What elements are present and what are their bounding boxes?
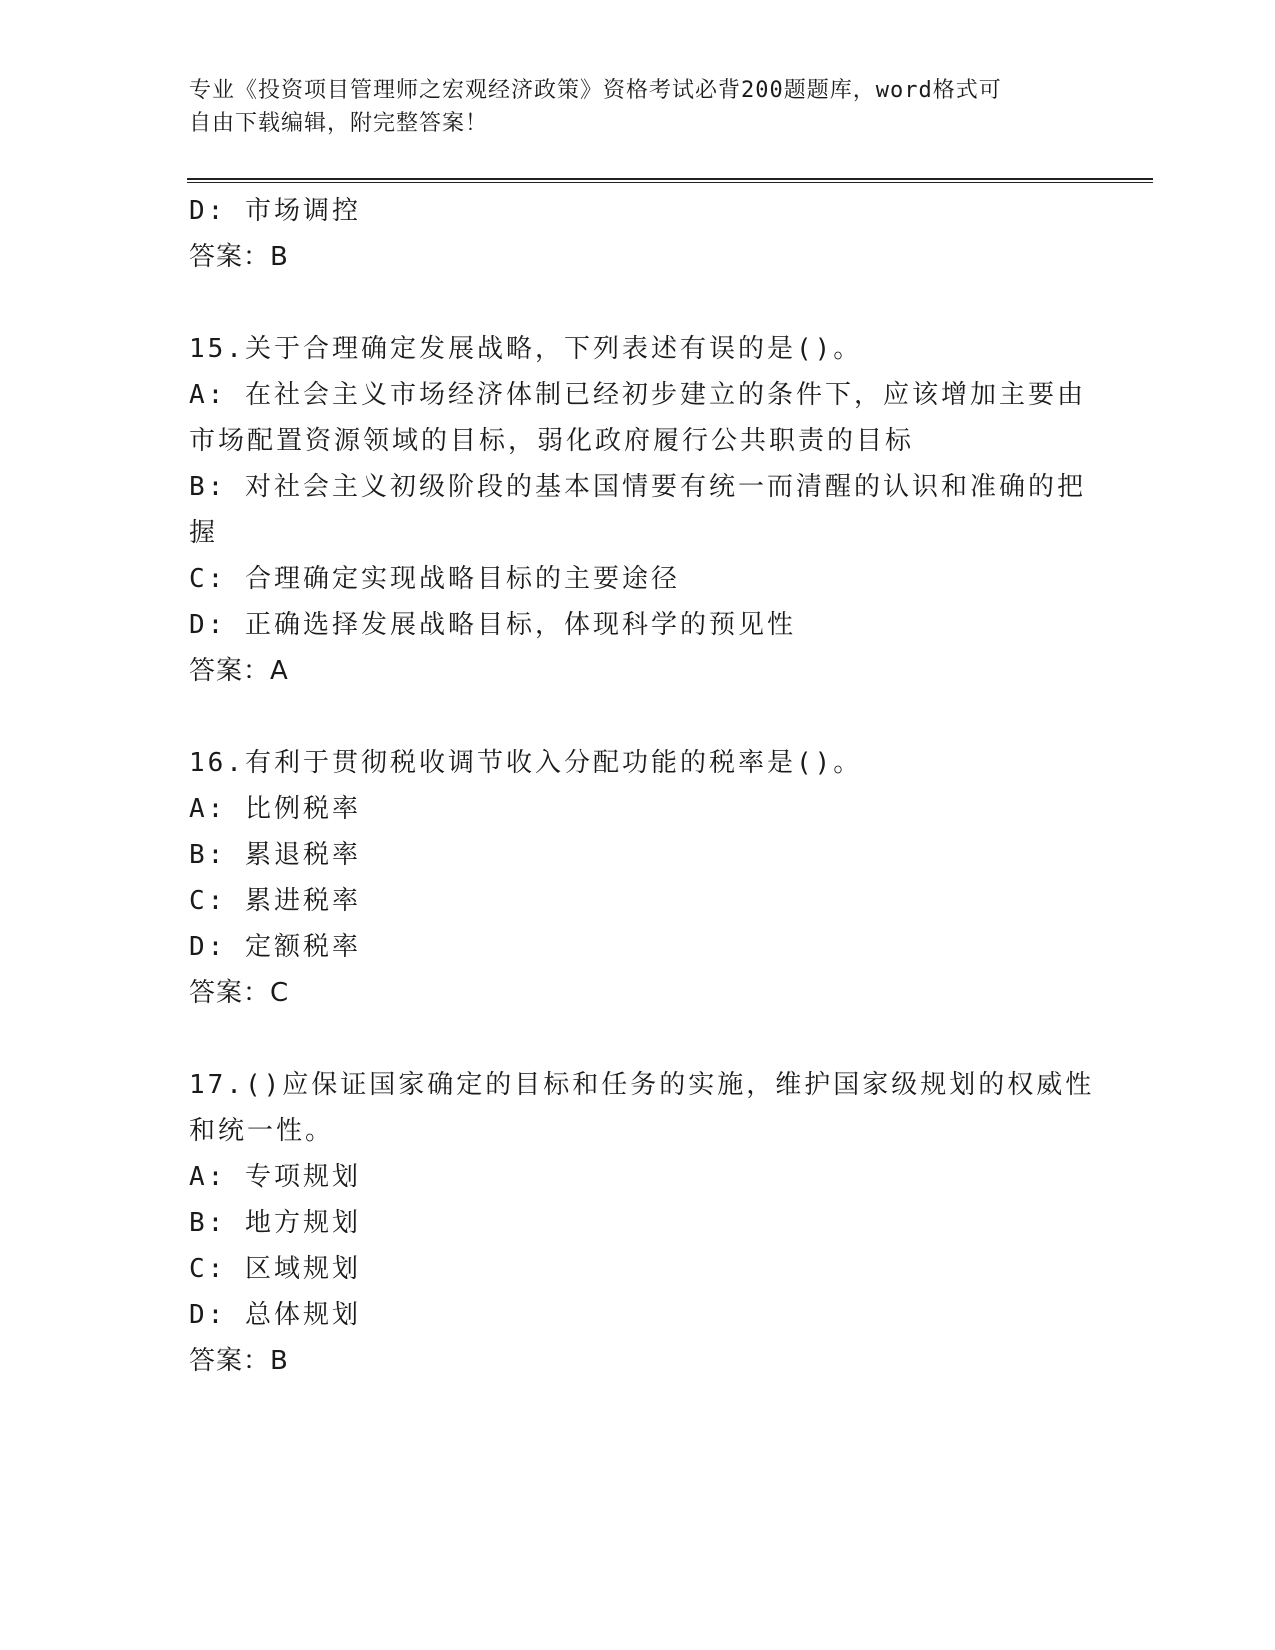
option-b: B: 累退税率 (189, 840, 361, 870)
option-b: B: 地方规划 (189, 1208, 361, 1238)
option-a-continued: 市场配置资源领域的目标，弱化政府履行公共职责的目标 (189, 426, 915, 456)
previous-question-tail (189, 188, 1089, 280)
spacer (189, 1016, 1089, 1062)
option-c: C: 区域规划 (189, 1254, 361, 1284)
question-stem: 15.关于合理确定发展战略，下列表述有误的是()。 (189, 334, 863, 364)
spacer (189, 280, 1089, 326)
answer: 答案：A (189, 656, 289, 686)
question-stem: 16.有利于贯彻税收调节收入分配功能的税率是()。 (189, 748, 863, 778)
spacer (189, 694, 1089, 740)
question-16 (189, 740, 1089, 1016)
option-d: D: 正确选择发展战略目标，体现科学的预见性 (189, 610, 796, 640)
option-a: A: 在社会主义市场经济体制已经初步建立的条件下，应该增加主要由 (189, 380, 1086, 410)
option-a: A: 专项规划 (189, 1162, 361, 1192)
question-stem-continued: 和统一性。 (189, 1116, 335, 1146)
option-c: C: 累进税率 (189, 886, 361, 916)
option-c: C: 合理确定实现战略目标的主要途径 (189, 564, 680, 594)
header-divider (187, 178, 1153, 183)
document-header (189, 74, 1069, 140)
answer: 答案：C (189, 978, 290, 1008)
option-b-continued: 握 (189, 518, 219, 548)
header-title-line-1: 专业《投资项目管理师之宏观经济政策》资格考试必背200题题库，word格式可 (189, 78, 1002, 103)
option-a: A: 比例税率 (189, 794, 361, 824)
option-d: D: 定额税率 (189, 932, 361, 962)
question-stem: 17.()应保证国家确定的目标和任务的实施，维护国家级规划的权威性 (189, 1070, 1095, 1100)
header-title-line-2: 自由下载编辑，附完整答案！ (189, 111, 489, 136)
option-d: D: 市场调控 (189, 196, 361, 226)
answer: 答案：B (189, 242, 289, 272)
option-b: B: 对社会主义初级阶段的基本国情要有统一而清醒的认识和准确的把 (189, 472, 1086, 502)
question-17 (189, 1062, 1095, 1384)
question-15 (189, 326, 1089, 694)
option-d: D: 总体规划 (189, 1300, 361, 1330)
answer: 答案：B (189, 1346, 289, 1376)
document-body (189, 188, 1095, 1384)
